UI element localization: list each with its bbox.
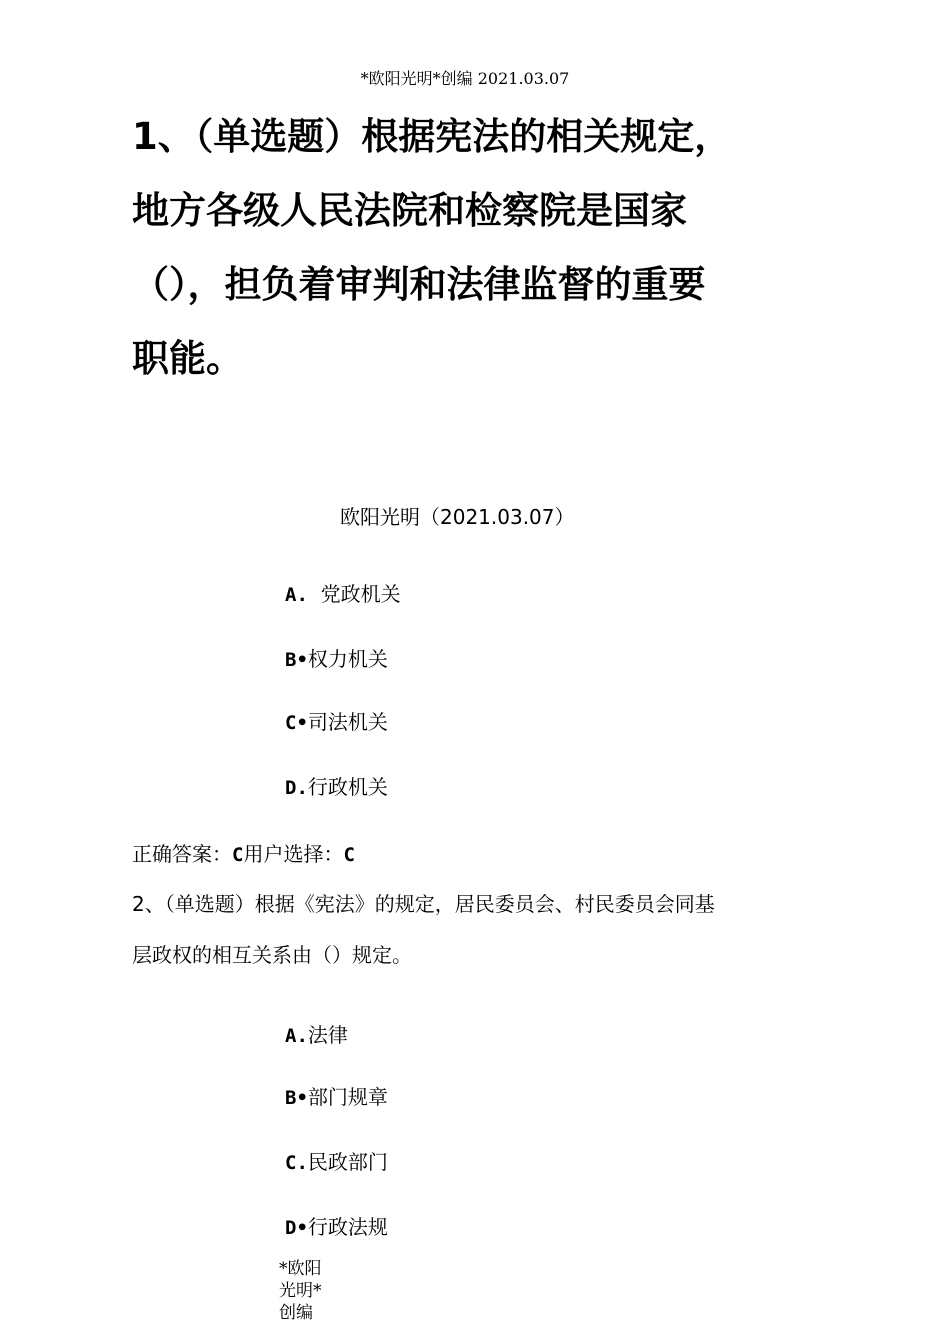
page-footer: *欧阳光明*创编 (279, 1259, 322, 1323)
q1-option-b (285, 643, 388, 672)
question-1-line: （），担负着审判和法律监督的重要 (132, 263, 706, 306)
q2-option-c (285, 1146, 388, 1175)
q1-option-c (285, 706, 388, 735)
option-text: 行政机关 (307, 775, 388, 799)
q2-option-a (285, 1019, 348, 1048)
option-text: 党政机关 (307, 582, 401, 606)
option-letter: D. (285, 777, 308, 799)
option-text: 权力机关 (307, 647, 388, 671)
option-letter: D• (285, 1217, 308, 1239)
user-choice-label: 用户选择： (243, 842, 344, 866)
q1-option-d (285, 771, 388, 800)
q1-answer-line (132, 838, 355, 867)
option-letter: B• (285, 1087, 308, 1109)
option-letter: C. (285, 1152, 308, 1174)
question-2-line: 层政权的相互关系由（）规定。 (132, 943, 412, 967)
option-text: 部门规章 (307, 1085, 388, 1109)
question-1-line: 地方各级人民法院和检察院是国家 (132, 189, 687, 232)
option-letter: C• (285, 712, 308, 734)
q2-option-d (285, 1211, 388, 1240)
option-letter: A. (285, 584, 308, 606)
user-choice-value: C (343, 844, 355, 866)
option-text: 民政部门 (307, 1150, 388, 1174)
question-1-line: 1、（单选题）根据宪法的相关规定， (132, 115, 732, 158)
question-1-line: 职能。 (132, 337, 243, 380)
question-1-title (132, 100, 832, 396)
q2-option-b (285, 1081, 388, 1110)
option-text: 行政法规 (307, 1215, 388, 1239)
q1-option-a (285, 578, 401, 607)
question-2-line: 2、（单选题）根据《宪法》的规定，居民委员会、村民委员会同基 (132, 892, 715, 916)
option-text: 法律 (307, 1023, 348, 1047)
option-letter: A. (285, 1025, 308, 1047)
correct-answer-label: 正确答案： (132, 842, 232, 866)
correct-answer-value: C (232, 844, 244, 866)
option-text: 司法机关 (307, 710, 388, 734)
page-header: *欧阳光明*创编 2021.03.07 (360, 69, 570, 88)
option-letter: B• (285, 649, 308, 671)
author-date-line: 欧阳光明（2021.03.07） (340, 505, 575, 529)
